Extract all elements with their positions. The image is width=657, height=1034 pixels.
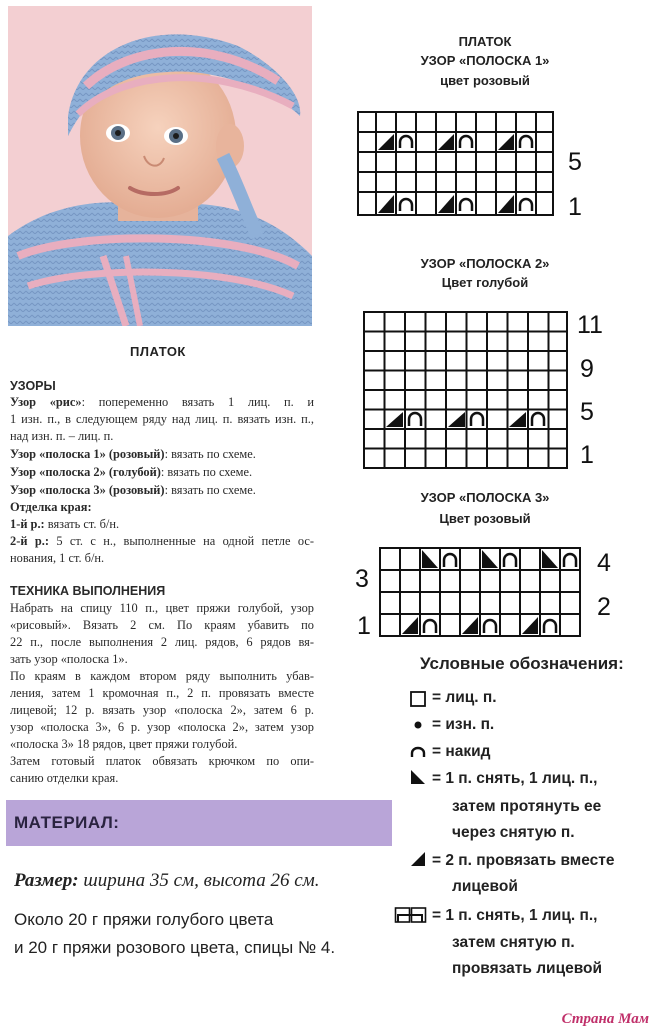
legend-knit: = лиц. п. xyxy=(432,689,497,706)
stripe2-name: Узор «полоска 2» (голубой) xyxy=(10,465,161,479)
k2tog-triangle-icon xyxy=(409,850,427,868)
legend-slip-line3: провязать лицевой xyxy=(452,960,603,977)
rice-pattern-text1: : попеременно вязать 1 лиц. п. и xyxy=(81,395,314,409)
stripe3-name: Узор «полоска 3» (розовый) xyxy=(10,483,165,497)
knit-square-icon xyxy=(409,690,427,708)
slip-two-cell-icon xyxy=(394,906,428,924)
yarn-over-icon xyxy=(409,744,427,760)
chart3-row-number: 2 xyxy=(597,593,611,621)
technique-line: «полоска 3» 18 рядов, цвет пряжи голубой. xyxy=(10,737,238,751)
chart3-grid xyxy=(378,546,584,640)
legend-slip-line1: = 1 п. снять, 1 лиц. п., xyxy=(432,907,598,924)
chart3-title: УЗОР «ПОЛОСКА 3» xyxy=(420,490,550,505)
technique-line: зать узор «полоска 1». xyxy=(10,652,128,666)
yarn-line1: Около 20 г пряжи голубого цвета xyxy=(14,910,274,929)
site-watermark: Страна Мам xyxy=(561,1011,649,1027)
chart1-grid xyxy=(356,110,556,218)
legend-yarn-over: = накид xyxy=(432,743,491,760)
legend-slip-line2: затем снятую п. xyxy=(452,934,575,951)
chart2-color: Цвет голубой xyxy=(441,275,529,290)
chart2-title: УЗОР «ПОЛОСКА 2» xyxy=(420,256,550,271)
rice-pattern-line3: над изн. п. – лиц. п. xyxy=(10,429,114,443)
edge-row2-cont: нования, 1 ст. б/н. xyxy=(10,551,105,565)
chart3-color: Цвет розовый xyxy=(439,511,531,526)
edge-heading: Отделка края xyxy=(10,500,88,514)
legend-skpo-line2: затем протянуть ее xyxy=(452,798,602,815)
legend-k2tog-line2: лицевой xyxy=(452,878,518,895)
technique-line: «рисовый». Вязать 2 см. По краям убавить по xyxy=(10,618,314,632)
edge-row1 xyxy=(10,516,119,533)
purl-dot-icon xyxy=(410,717,426,733)
rice-pattern-line1 xyxy=(10,394,314,411)
chart1-color: цвет розовый xyxy=(440,73,530,88)
stripe2-text: : вязать по схеме. xyxy=(160,465,253,479)
chart2-row-number: 5 xyxy=(580,398,594,426)
chart2-row-number: 11 xyxy=(577,311,603,339)
material-title: МАТЕРИАЛ: xyxy=(14,813,120,832)
stripe1-text: : вязать по схеме. xyxy=(164,447,256,461)
legend-skpo-line1: = 1 п. снять, 1 лиц. п., xyxy=(432,770,598,787)
chart2-row-number: 9 xyxy=(580,355,594,383)
edge-row2-text1: 5 ст. с н., выполненные на одной петле ос- xyxy=(48,534,314,548)
legend-skpo-line3: через снятую п. xyxy=(452,824,575,841)
edge-row2-label: 2-й р.: xyxy=(10,534,49,548)
chart3-row-number: 4 xyxy=(597,549,611,577)
technique-line: Набрать на спицу 110 п., цвет пряжи голубой, узор xyxy=(10,601,314,615)
size-line xyxy=(14,870,320,892)
baby-in-knitted-kerchief-image xyxy=(8,6,312,326)
chart1-title: УЗОР «ПОЛОСКА 1» xyxy=(420,53,550,68)
stripe2-line xyxy=(10,464,252,481)
technique-line: ления, затем 1 кромочная п., 2 п. провязать вместе xyxy=(10,686,314,700)
chart2-grid xyxy=(362,310,570,472)
chart3-row-number: 3 xyxy=(355,565,369,593)
technique-line: Затем готовый платок обвязать крючком по опи- xyxy=(10,754,314,768)
patterns-heading: УЗОРЫ xyxy=(10,379,56,393)
edge-row2 xyxy=(10,533,314,550)
baby-photo xyxy=(8,6,312,326)
chart1-row-number: 1 xyxy=(568,193,582,221)
edge-row1-label: 1-й р.: xyxy=(10,517,45,531)
legend-purl: = изн. п. xyxy=(432,716,495,733)
edge-heading-line xyxy=(10,499,92,516)
chart1-row-number: 5 xyxy=(568,148,582,176)
technique-heading: ТЕХНИКА ВЫПОЛНЕНИЯ xyxy=(10,584,166,598)
stripe1-name: Узор «полоска 1» (розовый) xyxy=(10,447,165,461)
chart-header: ПЛАТОК xyxy=(458,34,512,49)
rice-pattern-line2: 1 изн. п., в следующем ряду над лиц. п. вязать изн. п., xyxy=(10,412,314,426)
technique-line: лицевой; 12 р. вязать узор «полоска 2», затем 6 р. xyxy=(10,703,314,717)
technique-line: 22 п., после выполнения 2 лиц. рядов, 6 рядов вя- xyxy=(10,635,314,649)
size-text: ширина 35 см, высота 26 см. xyxy=(78,870,320,891)
rice-pattern-name: Узор «рис» xyxy=(10,395,82,409)
chart2-row-number: 1 xyxy=(580,441,594,469)
technique-line: По краям в каждом втором ряду выполнить убав- xyxy=(10,669,314,683)
edge-heading-colon: : xyxy=(87,500,92,514)
technique-line: санию отделки края. xyxy=(10,771,119,785)
legend-title: Условные обозначения: xyxy=(420,654,624,673)
stripe3-text: : вязать по схеме. xyxy=(164,483,256,497)
chart3-row-number: 1 xyxy=(357,612,371,640)
skpo-triangle-icon xyxy=(409,768,427,786)
technique-line: узор «полоска 3», 6 р. узор «полоска 2», затем узор xyxy=(10,720,314,734)
stripe1-line xyxy=(10,446,256,463)
legend-k2tog-line1: = 2 п. провязать вместе xyxy=(432,852,615,869)
stripe3-line xyxy=(10,482,256,499)
article-title: ПЛАТОК xyxy=(130,344,186,359)
size-label: Размер: xyxy=(14,870,79,891)
yarn-line2: и 20 г пряжи розового цвета, спицы № 4. xyxy=(14,938,336,957)
edge-row1-text: вязать ст. б/н. xyxy=(44,517,120,531)
